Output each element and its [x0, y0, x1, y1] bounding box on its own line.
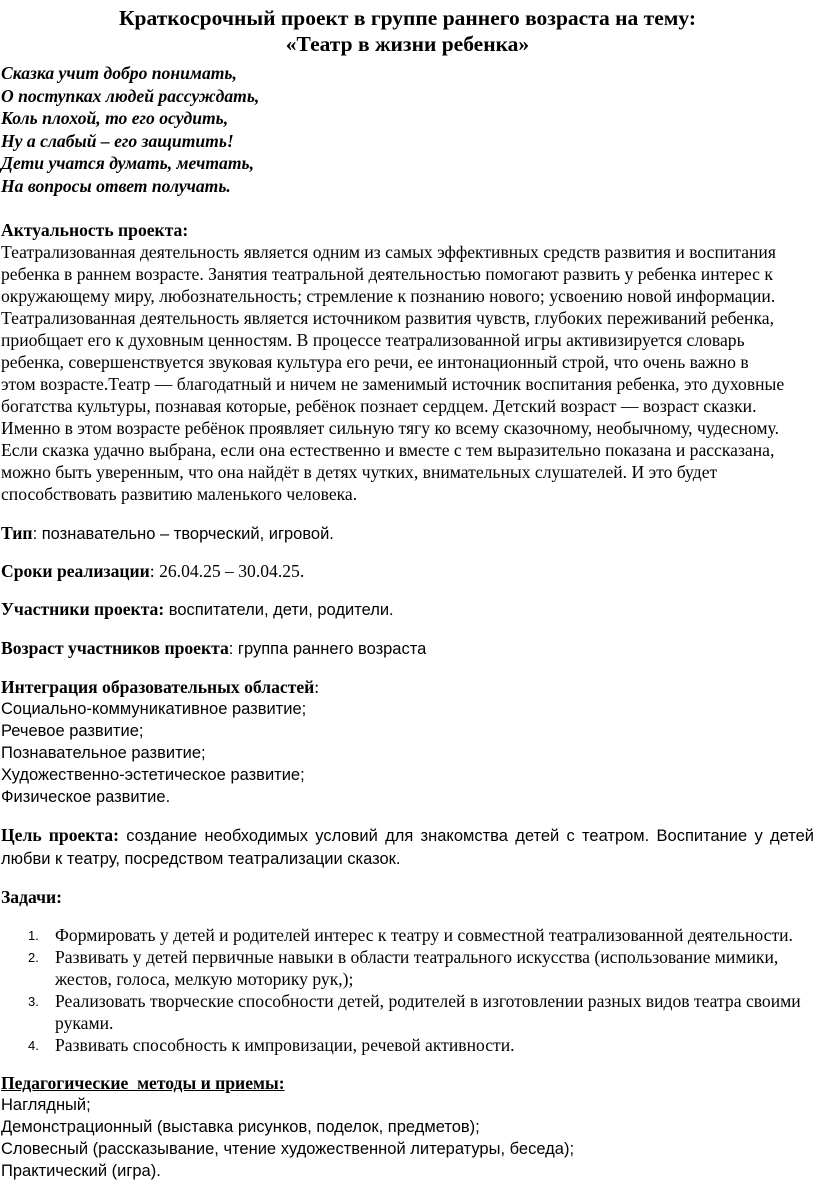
- participants-age: [1, 637, 814, 660]
- epigraph-line: На вопросы ответ получать.: [1, 175, 231, 196]
- relevance-line: Театрализованная деятельность является одним из самых эффективных средств развития и воспитания: [1, 242, 776, 262]
- integration-item: Художественно-эстетическое развитие;: [1, 766, 305, 784]
- integration-heading: [1, 676, 814, 698]
- task-item: [1, 946, 814, 990]
- tasks-heading: Задачи:: [1, 887, 62, 907]
- participants-age-value: : группа раннего возраста: [228, 640, 427, 658]
- tasks-list: [1, 924, 814, 1056]
- relevance-line: богатства культуры, познавая которые, ребёнок познает сердцем. Детский возраст — возраст сказки.: [1, 396, 757, 416]
- relevance-text: [1, 241, 814, 505]
- method-item: Практический (игра).: [1, 1162, 161, 1180]
- task-item: [1, 990, 814, 1034]
- project-type-label: Тип: [1, 523, 33, 543]
- project-goal: [1, 824, 814, 870]
- task-text: Формировать у детей и родителей интерес к театру и совместной театрализованной деятельности.: [55, 925, 793, 945]
- task-text: Развивать у детей первичные навыки в области театрального искусства (использование мимики, жестов, голоса, мелкую моторику рук,);: [55, 947, 779, 989]
- project-participants-value: воспитатели, дети, родители.: [164, 601, 394, 619]
- methods-list: [1, 1094, 814, 1182]
- task-number: 3.: [28, 994, 39, 1009]
- title-line-1: Краткосрочный проект в группе раннего возраста на тему:: [118, 6, 697, 30]
- project-participants-label: Участники проекта:: [1, 599, 165, 619]
- document-title: [1, 5, 814, 57]
- project-type: [1, 522, 814, 545]
- methods-heading: Педагогические методы и приемы:: [1, 1073, 285, 1093]
- task-number: 1.: [28, 928, 39, 943]
- integration-item: Познавательное развитие;: [1, 744, 206, 762]
- task-item: [1, 924, 814, 946]
- integration-label: Интеграция образовательных областей: [1, 677, 315, 697]
- method-item: Словесный (рассказывание, чтение художественной литературы, беседа);: [1, 1140, 575, 1158]
- task-item: [1, 1034, 814, 1056]
- project-participants: [1, 598, 814, 621]
- project-terms-value: : 26.04.25 – 30.04.25.: [149, 561, 305, 581]
- task-text: Развивать способность к импровизации, речевой активности.: [55, 1035, 515, 1055]
- task-text: Реализовать творческие способности детей, родителей в изготовлении разных видов театра своими руками.: [55, 991, 801, 1033]
- epigraph-line: Коль плохой, то его осудить,: [1, 108, 229, 128]
- project-terms-label: Сроки реализации: [1, 561, 150, 581]
- integration-item: Речевое развитие;: [1, 722, 144, 740]
- task-number: 2.: [28, 950, 39, 965]
- epigraph-line: Сказка учит добро понимать,: [1, 63, 237, 83]
- title-line-2: «Театр в жизни ребенка»: [285, 32, 530, 56]
- relevance-line: способствовать развитию маленького человека.: [1, 484, 358, 504]
- relevance-line: можно быть уверенным, что она найдёт в детях чутких, внимательных слушателей. И это будет: [1, 462, 718, 482]
- relevance-heading: Актуальность проекта:: [1, 220, 189, 240]
- project-terms: [1, 560, 814, 582]
- method-item: Демонстрационный (выставка рисунков, поделок, предметов);: [1, 1118, 480, 1136]
- project-goal-value: создание необходимых условий для знакомства детей с театром. Воспитание у детей любви к театру, посредством театрализации сказок.: [1, 827, 814, 868]
- relevance-line: Именно в этом возрасте ребёнок проявляет сильную тягу ко всему сказочному, необычному, чудесному.: [1, 418, 779, 438]
- relevance-line: окружающему миру, любознательность; стремление к познанию нового; усвоению новой информации.: [1, 286, 776, 306]
- integration-list: [1, 698, 814, 808]
- method-item: Наглядный;: [1, 1096, 91, 1114]
- project-goal-label: Цель проекта:: [1, 825, 119, 845]
- epigraph: [1, 62, 814, 197]
- epigraph-line: О поступках людей рассуждать,: [1, 85, 260, 106]
- integration-item: Социально-коммуникативное развитие;: [1, 700, 307, 718]
- epigraph-line: Дети учатся думать, мечтать,: [1, 153, 254, 173]
- relevance-line: Театрализованная деятельность является источником развития чувств, глубоких переживаний ребенка,: [1, 308, 774, 328]
- integration-item: Физическое развитие.: [1, 788, 171, 806]
- relevance-line: приобщает его к духовным ценностям. В процессе театрализованной игры активизируется словарь: [1, 330, 745, 350]
- relevance-line: ребенка, совершенствуется звуковая культура его речи, ее интонационный строй, что очень важно в: [1, 352, 749, 372]
- participants-age-label: Возраст участников проекта: [1, 638, 229, 658]
- epigraph-line: Ну а слабый – его защитить!: [1, 130, 234, 151]
- task-number: 4.: [28, 1038, 39, 1053]
- relevance-line: этом возрасте.Театр — благодатный и ничем не заменимый источник воспитания ребенка, это духовные: [1, 374, 785, 394]
- relevance-line: ребенка в раннем возрасте. Занятия театральной деятельностью помогают развить у ребенка интерес к: [1, 264, 773, 284]
- relevance-line: Если сказка удачно выбрана, если она естественно и вместе с тем выразительно показана и рассказана,: [1, 440, 775, 460]
- project-type-value: : познавательно – творческий, игровой.: [32, 525, 334, 543]
- integration-colon: :: [314, 677, 320, 697]
